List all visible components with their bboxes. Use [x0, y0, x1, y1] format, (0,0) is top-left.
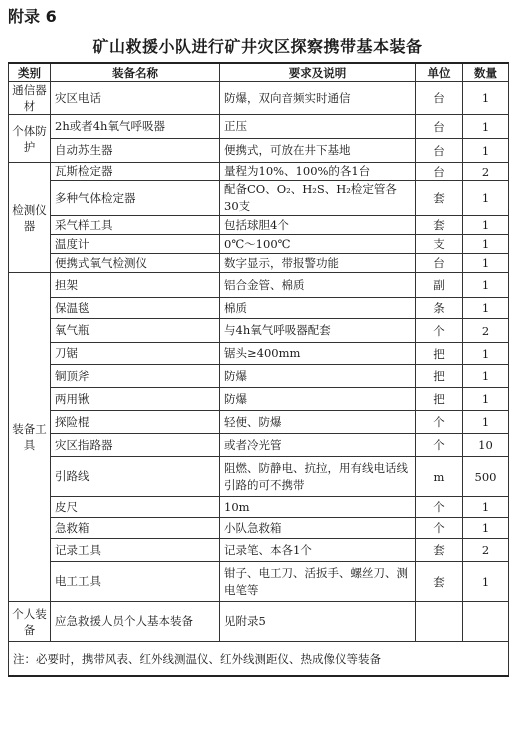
table-row [9, 602, 509, 642]
quantity-cell: 1 [463, 518, 509, 539]
quantity-cell: 1 [463, 115, 509, 139]
requirement-cell: 正压 [220, 115, 416, 139]
requirement-cell: 或者冷光管 [220, 434, 416, 457]
unit-cell: 支 [416, 235, 463, 254]
unit-cell: 台 [416, 139, 463, 163]
requirement-cell: 记录笔、本各1个 [220, 539, 416, 562]
category-cell: 个人装备 [9, 602, 51, 642]
quantity-cell: 10 [463, 434, 509, 457]
table-row [9, 216, 509, 235]
requirement-cell: 锯头≥400mm [220, 343, 416, 365]
equipment-name-cell: 自动苏生器 [51, 139, 220, 163]
unit-cell: 个 [416, 497, 463, 518]
quantity-cell: 1 [463, 343, 509, 365]
table-row [9, 457, 509, 497]
table-row [9, 181, 509, 216]
table-row [9, 388, 509, 411]
quantity-cell: 500 [463, 457, 509, 497]
quantity-cell: 1 [463, 388, 509, 411]
quantity-cell: 1 [463, 411, 509, 434]
table-row [9, 365, 509, 388]
quantity-cell: 1 [463, 497, 509, 518]
requirement-cell: 铝合金管、棉质 [220, 273, 416, 298]
table-row [9, 139, 509, 163]
equipment-name-cell: 2h或者4h氧气呼吸器 [51, 115, 220, 139]
requirement-cell: 阻燃、防静电、抗拉，用有线电话线引路的可不携带 [220, 457, 416, 497]
unit-cell: m [416, 457, 463, 497]
quantity-cell: 2 [463, 539, 509, 562]
equipment-table [8, 62, 509, 677]
equipment-name-cell: 灾区指路器 [51, 434, 220, 457]
requirement-cell: 配备CO、O₂、H₂S、H₂检定管各30支 [220, 181, 416, 216]
table-note: 注：必要时，携带风表、红外线测温仪、红外线测距仪、热成像仪等装备 [9, 642, 509, 677]
quantity-cell: 1 [463, 139, 509, 163]
equipment-name-cell: 引路线 [51, 457, 220, 497]
quantity-cell: 1 [463, 365, 509, 388]
equipment-name-cell: 温度计 [51, 235, 220, 254]
requirement-cell: 见附录5 [220, 602, 416, 642]
equipment-name-cell: 担架 [51, 273, 220, 298]
quantity-cell: 1 [463, 181, 509, 216]
unit-cell: 台 [416, 82, 463, 115]
table-row [9, 298, 509, 319]
unit-cell: 条 [416, 298, 463, 319]
category-cell: 装备工具 [9, 273, 51, 602]
table-row [9, 343, 509, 365]
quantity-cell: 2 [463, 163, 509, 181]
equipment-name-cell: 刀锯 [51, 343, 220, 365]
equipment-name-cell: 铜顶斧 [51, 365, 220, 388]
header-category: 类别 [9, 63, 51, 82]
table-row [9, 273, 509, 298]
table-row [9, 539, 509, 562]
unit-cell [416, 602, 463, 642]
category-cell: 通信器材 [9, 82, 51, 115]
table-row [9, 82, 509, 115]
table-header-row [9, 63, 509, 82]
requirement-cell: 与4h氧气呼吸器配套 [220, 319, 416, 343]
table-row [9, 235, 509, 254]
unit-cell: 把 [416, 343, 463, 365]
requirement-cell: 防爆 [220, 365, 416, 388]
quantity-cell: 1 [463, 562, 509, 602]
equipment-name-cell: 采气样工具 [51, 216, 220, 235]
quantity-cell: 1 [463, 235, 509, 254]
equipment-name-cell: 电工工具 [51, 562, 220, 602]
requirement-cell: 钳子、电工刀、活扳手、螺丝刀、测电笔等 [220, 562, 416, 602]
unit-cell: 副 [416, 273, 463, 298]
appendix-label: 附录 6 [8, 7, 57, 26]
requirement-cell: 10m [220, 497, 416, 518]
table-row [9, 411, 509, 434]
unit-cell: 台 [416, 115, 463, 139]
equipment-name-cell: 探险棍 [51, 411, 220, 434]
equipment-name-cell: 氧气瓶 [51, 319, 220, 343]
unit-cell: 个 [416, 411, 463, 434]
equipment-name-cell: 两用锹 [51, 388, 220, 411]
requirement-cell: 量程为10%、100%的各1台 [220, 163, 416, 181]
unit-cell: 个 [416, 434, 463, 457]
header-requirements: 要求及说明 [220, 63, 416, 82]
unit-cell: 个 [416, 319, 463, 343]
quantity-cell: 1 [463, 216, 509, 235]
equipment-name-cell: 皮尺 [51, 497, 220, 518]
table-row [9, 254, 509, 273]
unit-cell: 套 [416, 181, 463, 216]
table-row [9, 497, 509, 518]
requirement-cell: 防爆 [220, 388, 416, 411]
requirement-cell: 棉质 [220, 298, 416, 319]
quantity-cell: 1 [463, 82, 509, 115]
header-quantity: 数量 [463, 63, 509, 82]
quantity-cell: 1 [463, 254, 509, 273]
header-unit: 单位 [416, 63, 463, 82]
equipment-name-cell: 应急救援人员个人基本装备 [51, 602, 220, 642]
unit-cell: 套 [416, 539, 463, 562]
unit-cell: 套 [416, 216, 463, 235]
unit-cell: 把 [416, 388, 463, 411]
equipment-name-cell: 灾区电话 [51, 82, 220, 115]
note-row [9, 642, 509, 677]
document-title: 矿山救援小队进行矿井灾区探察携带基本装备 [92, 37, 423, 56]
table-row [9, 163, 509, 181]
unit-cell: 套 [416, 562, 463, 602]
requirement-cell: 数字显示，带报警功能 [220, 254, 416, 273]
unit-cell: 台 [416, 163, 463, 181]
equipment-name-cell: 便携式氧气检测仪 [51, 254, 220, 273]
unit-cell: 把 [416, 365, 463, 388]
header-equipment-name: 装备名称 [51, 63, 220, 82]
equipment-name-cell: 保温毯 [51, 298, 220, 319]
requirement-cell: 轻便、防爆 [220, 411, 416, 434]
table-row [9, 562, 509, 602]
equipment-name-cell: 急救箱 [51, 518, 220, 539]
quantity-cell: 1 [463, 273, 509, 298]
quantity-cell: 2 [463, 319, 509, 343]
equipment-name-cell: 记录工具 [51, 539, 220, 562]
table-row [9, 115, 509, 139]
requirement-cell: 便携式，可放在井下基地 [220, 139, 416, 163]
quantity-cell: 1 [463, 298, 509, 319]
requirement-cell: 防爆，双向音频实时通信 [220, 82, 416, 115]
unit-cell: 个 [416, 518, 463, 539]
table-row [9, 518, 509, 539]
requirement-cell: 包括球胆4个 [220, 216, 416, 235]
equipment-name-cell: 瓦斯检定器 [51, 163, 220, 181]
category-cell: 检测仪器 [9, 163, 51, 273]
unit-cell: 台 [416, 254, 463, 273]
equipment-name-cell: 多种气体检定器 [51, 181, 220, 216]
table-row [9, 434, 509, 457]
requirement-cell: 小队急救箱 [220, 518, 416, 539]
table-row [9, 319, 509, 343]
quantity-cell [463, 602, 509, 642]
requirement-cell: 0℃～100℃ [220, 235, 416, 254]
category-cell: 个体防护 [9, 115, 51, 163]
